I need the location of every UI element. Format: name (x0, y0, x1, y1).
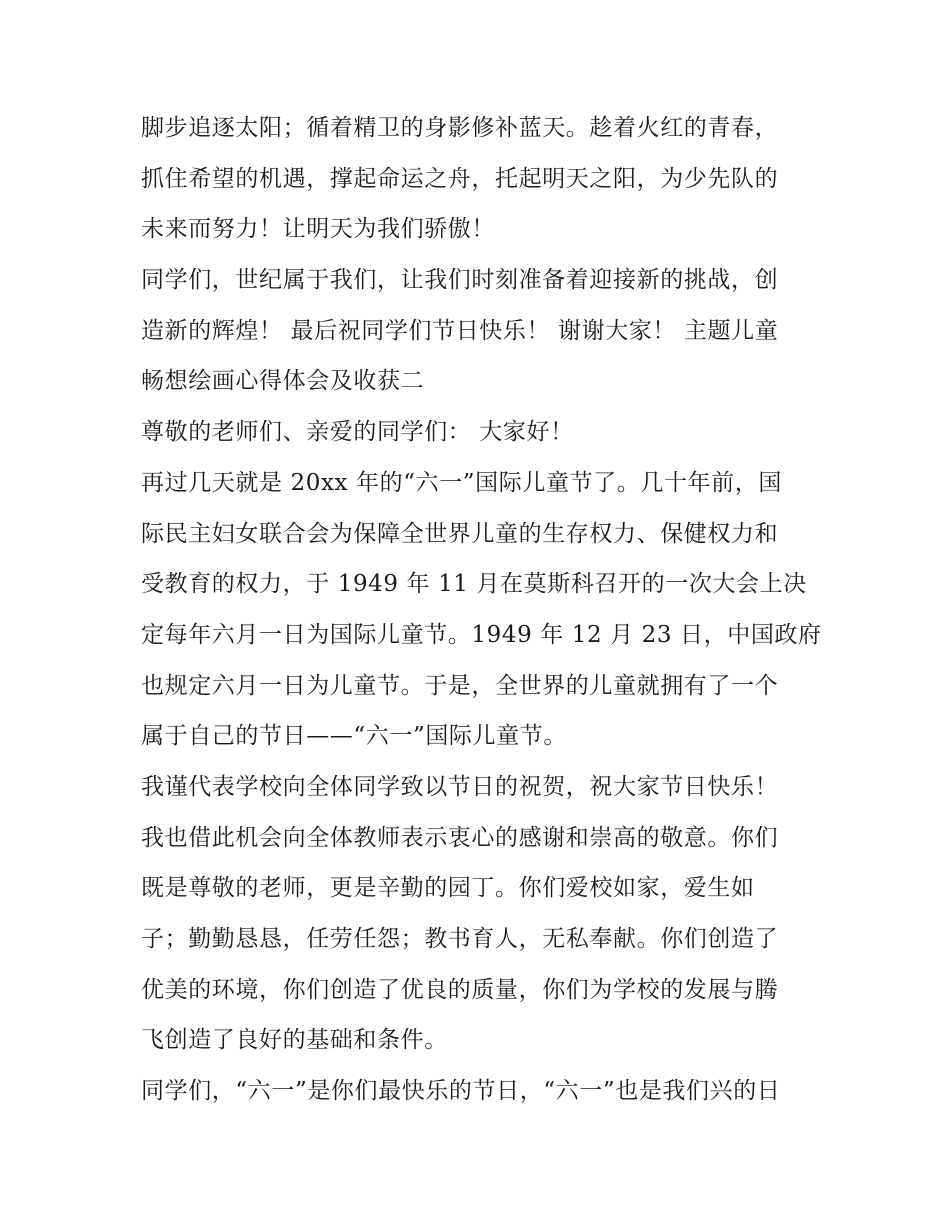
text-line: 脚步追逐太阳；循着精卫的身影修补蓝天。趁着火红的青春， (141, 115, 779, 141)
text-line: 未来而努力！让明天为我们骄傲！ (141, 216, 495, 243)
text-line: 优美的环境，你们创造了优良的质量，你们为学校的发展与腾 (141, 976, 779, 1003)
text-line: 造新的辉煌！ 最后祝同学们节日快乐！ 谢谢大家！ 主题儿童 (141, 317, 779, 344)
text-line: 再过几天就是 20xx 年的“六一”国际儿童节了。几十年前，国 (141, 469, 782, 496)
text-line: 飞创造了良好的基础和条件。 (141, 1027, 448, 1054)
text-line: 也规定六月一日为儿童节。于是，全世界的儿童就拥有了一个 (141, 672, 779, 699)
text-line: 既是尊敬的老师，更是辛勤的园丁。你们爱校如家，爱生如 (141, 875, 755, 902)
text-line: 我谨代表学校向全体同学致以节日的祝贺，祝大家节日快乐！ (141, 773, 779, 800)
text-line: 属于自己的节日——“六一”国际儿童节。 (141, 723, 567, 750)
document-body (141, 103, 821, 1117)
text-line: 我也借此机会向全体教师表示衷心的感谢和崇高的敬意。你们 (141, 824, 779, 851)
text-line: 同学们，“六一”是你们最快乐的节日，“六一”也是我们兴的日 (141, 1078, 781, 1105)
section-heading-line: 畅想绘画心得体会及收获二 (141, 368, 425, 395)
salutation-line: 尊敬的老师们、亲爱的同学们： 大家好！ (141, 419, 574, 446)
text-line: 受教育的权力，于 1949 年 11 月在莫斯科召开的一次大会上决 (141, 571, 807, 598)
text-line: 子；勤勤恳恳，任劳任怨；教书育人，无私奉献。你们创造了 (141, 926, 779, 952)
text-line: 定每年六月一日为国际儿童节。1949 年 12 月 23 日，中国政府 (141, 621, 822, 648)
text-line: 际民主妇女联合会为保障全世界儿童的生存权力、保健权力和 (141, 520, 779, 547)
text-line: 抓住希望的机遇，撑起命运之舟，托起明天之阳，为少先队的 (141, 165, 779, 192)
text-line: 同学们，世纪属于我们，让我们时刻准备着迎接新的挑战，创 (141, 267, 779, 294)
